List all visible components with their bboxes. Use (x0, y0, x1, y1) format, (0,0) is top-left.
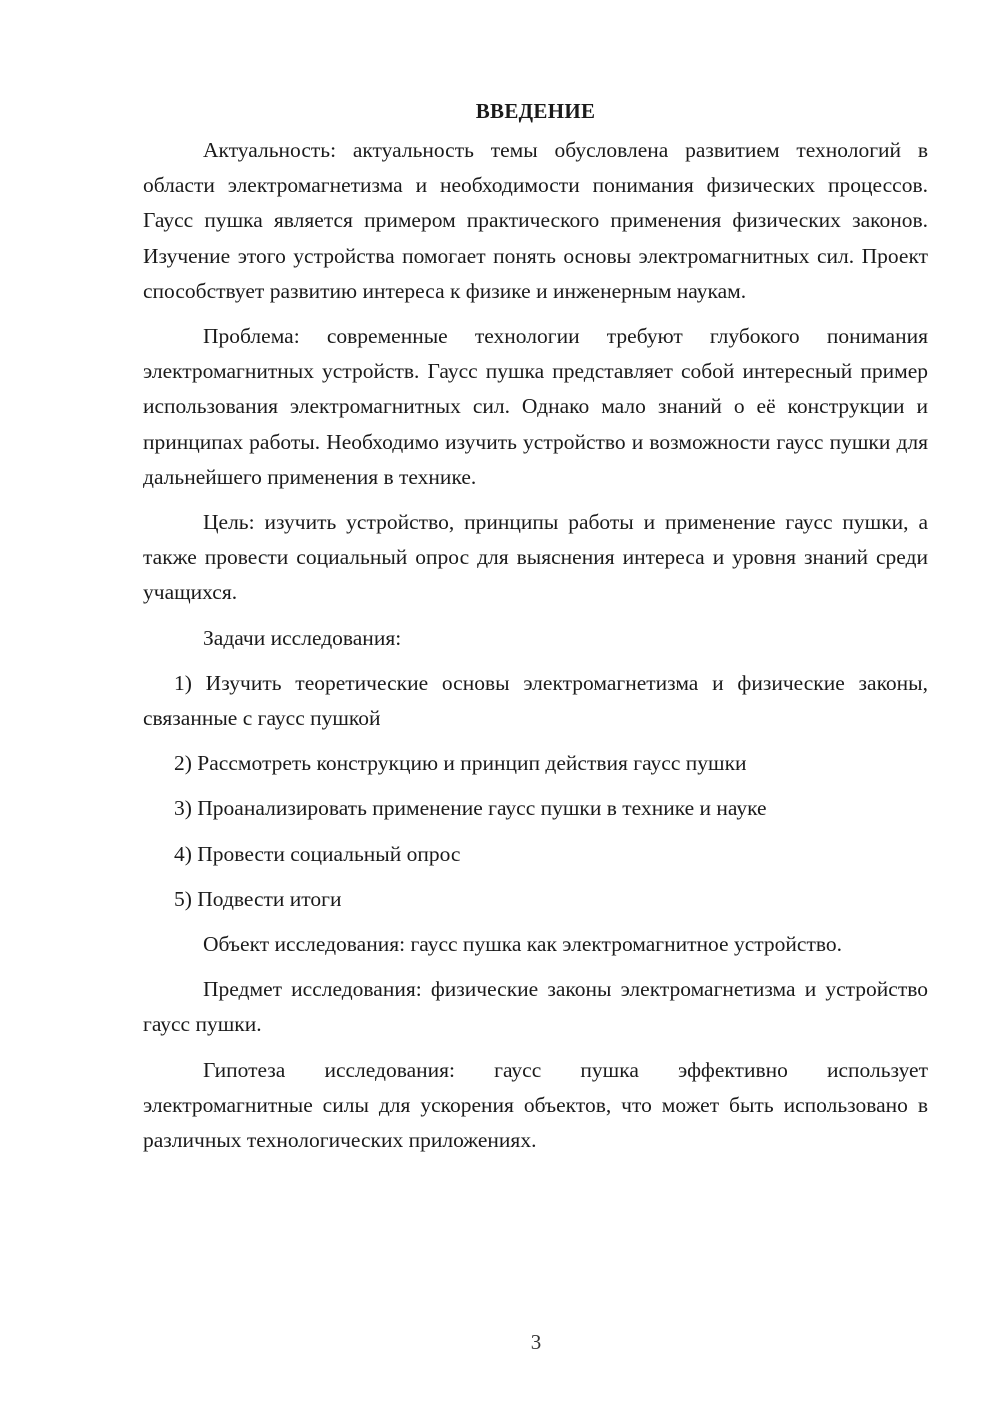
paragraph-hypothesis: Гипотеза исследования: гаусс пушка эффективно использует электромагнитные силы для ускорения объектов, что может быть использовано в различных технологических приложениях. (143, 1057, 928, 1153)
task-item: 4) Провести социальный опрос (174, 841, 461, 866)
task-item: 5) Подвести итоги (174, 886, 342, 911)
page-title: ВВЕДЕНИЕ (475, 99, 596, 123)
paragraph-subject: Предмет исследования: физические законы электромагнетизма и устройство гаусс пушки. (143, 977, 928, 1037)
paragraph-goal: Цель: изучить устройство, принципы работы и применение гаусс пушки, а также провести социальный опрос для выяснения интереса и уровня знаний среди учащихся. (143, 510, 928, 605)
document-page (143, 93, 928, 1168)
paragraph-problem: Проблема: современные технологии требуют глубокого понимания электромагнитных устройств. Гаусс пушка представляет собой интересный пример использования электромагнитных сил. Однако мало знаний о её конструкции и принципах работы. Необходимо изучить устройство и возможности гаусс пушки для дальнейшего применения в технике. (143, 324, 928, 489)
paragraph-object: Объект исследования: гаусс пушка как электромагнитное устройство. (203, 932, 842, 957)
paragraph-relevance: Актуальность: актуальность темы обусловлена развитием технологий в области электромагнетизма и необходимости понимания физических процессов. Гаусс пушка является примером практического применения физических законов. Изучение этого устройства помогает понять основы электромагнитных сил. Проект способствует развитию интереса к физике и инженерным наукам. (143, 138, 928, 303)
page-number: 3 (530, 1330, 542, 1354)
tasks-heading: Задачи исследования: (203, 625, 402, 650)
task-item: 3) Проанализировать применение гаусс пушки в технике и науке (174, 796, 767, 821)
task-item: 1) Изучить теоретические основы электромагнетизма и физические законы, связанные с гаусс пушкой (143, 670, 928, 731)
task-item: 2) Рассмотреть конструкцию и принцип действия гаусс пушки (174, 751, 747, 776)
